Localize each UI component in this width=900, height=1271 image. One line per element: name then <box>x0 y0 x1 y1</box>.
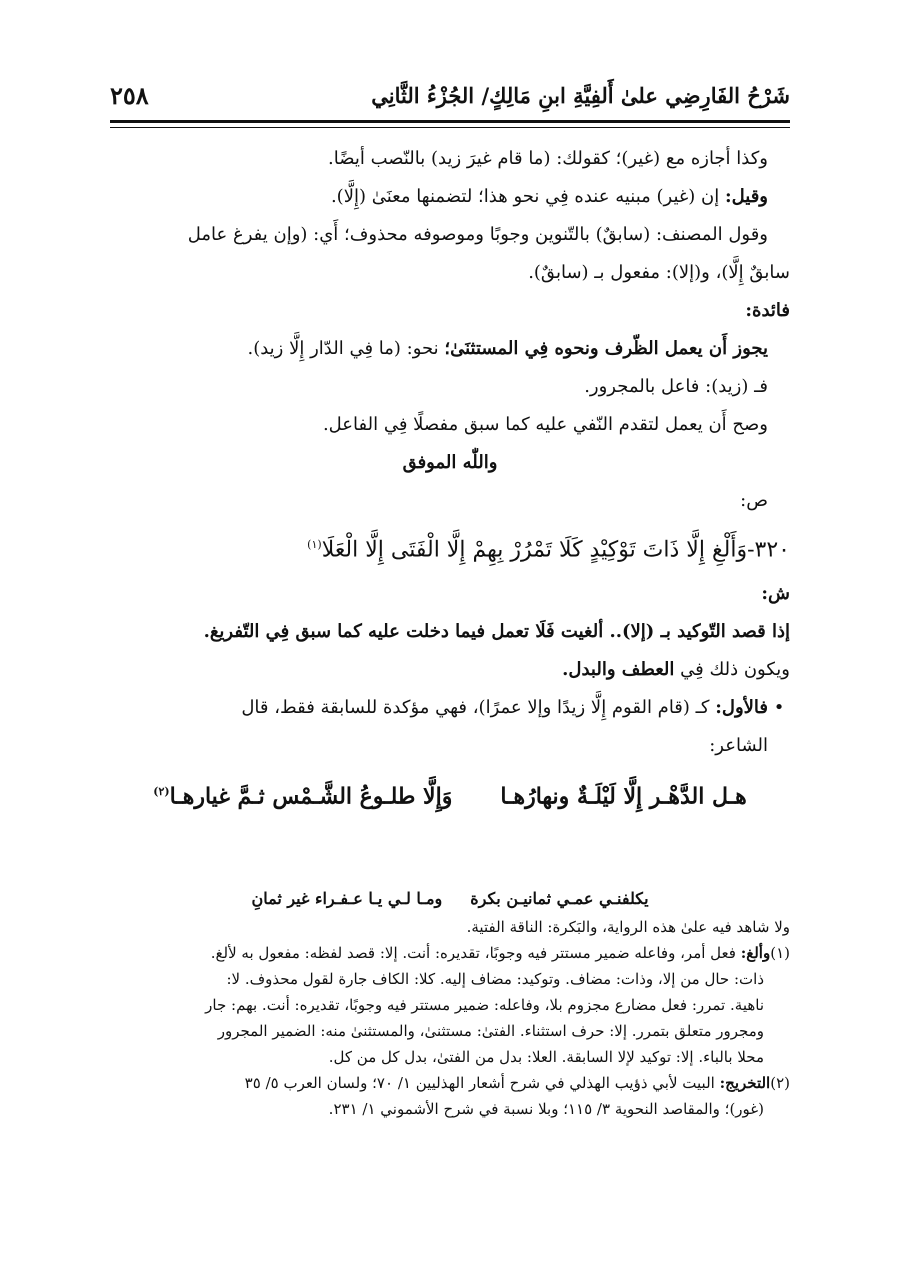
footnote-2 <box>110 1070 790 1096</box>
header-rule-thin <box>110 127 790 128</box>
footnote-line: (غور)؛ والمقاصد النحوية ٣/ ١١٥؛ وبلا نسبة في شرح الأشموني ١/ ٢٣١. <box>328 1100 764 1118</box>
faida-heading: فائدة: <box>745 300 790 321</box>
rule-bold: يجوز أَن يعمل الظّرف ونحوه فِي المستثنَىٰ؛ <box>444 338 768 359</box>
paragraph: فـ (زيد): فاعل بالمجرور. <box>584 376 768 397</box>
paragraph: وقول المصنف: (سابقٌ) بالتّنوين وجوبًا وموصوفه محذوف؛ أَي: (وإن يفرغ عامل <box>187 224 768 245</box>
running-title: شَرْحُ الفَارِضِي علىٰ أَلفِيَّةِ ابنِ مَالِكٍ/ الجُزْءُ الثَّانِي <box>371 82 790 108</box>
paragraph: وصح أَن يعمل لتقدم النّفي عليه كما سبق مفصلًا فِي الفاعل. <box>322 414 768 435</box>
main-text <box>110 140 790 824</box>
footnote-line: ذات: حال من إلا، وذات: مضاف. وتوكيد: مضاف إليه. كلا: الكاف جارة لقول محذوف. لا: <box>226 970 764 988</box>
bullet-item <box>110 689 790 765</box>
text-span: ويكون ذلك فِي <box>674 659 790 681</box>
header-rule-thick <box>110 120 790 123</box>
poem-hemistich-first: هـل الدَّهْـر إِلَّا لَيْلَـةٌ ونهارُهـا <box>500 783 747 810</box>
text-span: فعل أمر، وفاعله ضمير مستتر فيه وجوبًا، تقديره: أنت. إلا: قصد لفظه: مفعول به لألغ. <box>210 944 741 962</box>
text-span: كـ (قام القوم إِلَّا زيدًا وإلا عمرًا)، فهي مؤكدة للسابقة فقط، قال <box>241 697 716 719</box>
footnote-line: ومجرور متعلق بتمرر. إلا: حرف استثناء. الفتىٰ: مستثنىٰ، والمستثنىٰ منه: الضمير المجرور <box>217 1022 764 1040</box>
paragraph <box>110 651 790 689</box>
verse-text: ٣٢٠-وَأَلْغِ إِلَّا ذَاتَ تَوْكِيْدٍ كَلَا تَمْرُرْ بِهِمْ إِلَّا الْفَتَى إِلَّا الْعَلَا <box>321 537 790 563</box>
alfiyya-verse <box>110 520 790 575</box>
footnote-line: ناهية. تمرر: فعل مضارع مجزوم بلا، وفاعله: ضمير مستتر فيه وجوبًا، تقديره: أنت. بهم: جار <box>205 996 764 1014</box>
footnote-ref: (١) <box>307 538 322 551</box>
footnote-number: (٢) <box>770 1074 790 1092</box>
footnote-poem <box>110 884 790 914</box>
paragraph-continuation: سابقٌ إِلَّا)، و(إلا): مفعول بـ (سابقٌ). <box>528 262 790 283</box>
footnote-line: ولا شاهد فيه علىٰ هذه الرواية، والبَكرة: الناقة الفتية. <box>466 918 790 936</box>
footnotes <box>110 884 790 1122</box>
footnote-1 <box>110 940 790 966</box>
term-bold: وقيل: <box>724 186 768 207</box>
poem-verse <box>110 765 790 823</box>
footnote-line: محلا بالباء. إلا: توكيد لإلا السابقة. العلا: بدل من الفتىٰ، بدل كل من كل. <box>328 1048 764 1066</box>
text-span: البيت لأبي ذؤيب الهذلي في شرح أشعار الهذليين ١/ ٧٠؛ ولسان العرب ٥/ ٣٥ <box>244 1074 720 1092</box>
paragraph <box>110 330 790 368</box>
text-span: نحو: (ما فِي الدّار إِلَّا زيد). <box>247 338 445 359</box>
term-bold: وألغ: <box>740 944 771 962</box>
footnote-number: (١) <box>770 944 790 962</box>
page-number: ٢٥٨ <box>110 80 149 110</box>
sharh-label: ش: <box>761 583 790 605</box>
page-header <box>110 74 790 116</box>
poem-hemistich-first: يكلفنـي عمـي ثمانيـن بكرة <box>470 889 649 908</box>
bullet-text <box>241 689 768 765</box>
closing-phrase: واللّٰه الموفق <box>402 452 498 473</box>
term-bold: فالأول: <box>715 697 768 719</box>
text-span: الشاعر: <box>709 735 768 757</box>
paragraph <box>110 178 790 216</box>
footnote-ref: (٢) <box>153 785 170 799</box>
paragraph: إذا قصد التّوكيد بـ (إلا).. ألغيت فَلَا تعمل فيما دخلت عليه كما سبق فِي التّفريغ. <box>203 621 790 643</box>
term-bold: التخريج: <box>719 1074 771 1092</box>
bullet-icon: • <box>773 697 785 719</box>
text-span: إن (غير) مبنيه عنده فِي نحو هذا؛ لتضمنها معنَىٰ (إِلَّا). <box>330 186 725 207</box>
matn-label: ص: <box>740 490 768 511</box>
paragraph: وكذا أجازه مع (غير)؛ كقولك: (ما قام غيرَ زيد) بالنّصب أيضًا. <box>328 148 768 169</box>
poem-hemistich-second: وَإِلَّا طلـوعُ الشَّـمْس ثـمَّ غيارهـا <box>169 783 453 810</box>
term-bold: العطف والبدل. <box>562 659 675 681</box>
poem-hemistich-second: ومـا لـي يـا عـفـراء غير ثمانِ <box>251 889 443 908</box>
